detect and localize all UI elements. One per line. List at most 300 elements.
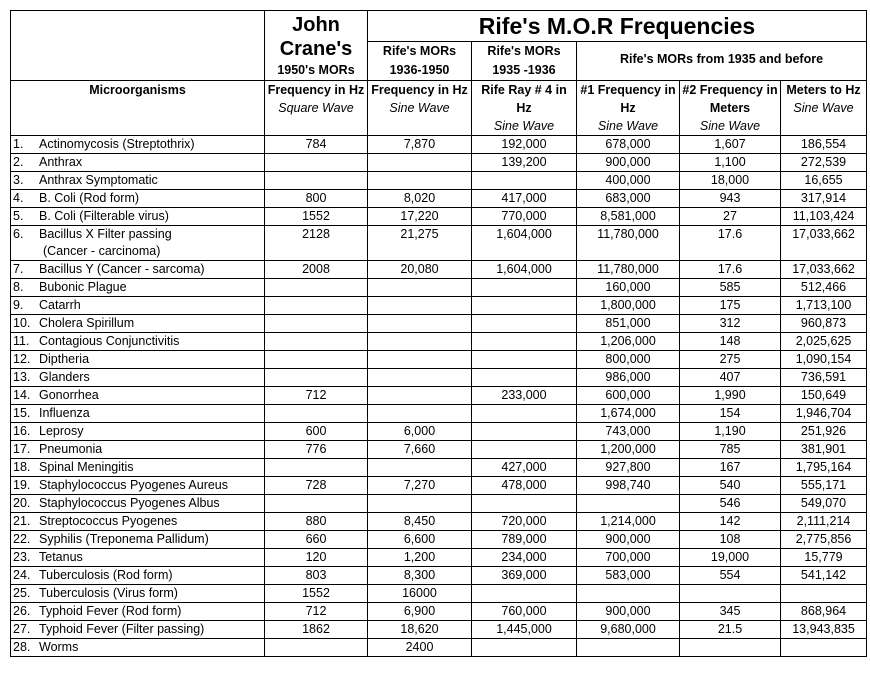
crane-frequency-cell: 776 xyxy=(265,441,368,459)
row-number: 5. xyxy=(13,209,24,223)
frequency-1-cell: 1,674,000 xyxy=(577,405,680,423)
table-row xyxy=(11,351,867,369)
crane-header-line1: John xyxy=(292,14,340,36)
microorganism-name: Catarrh xyxy=(39,298,81,312)
microorganism-cell xyxy=(11,315,265,333)
mor-1936-1950-cell xyxy=(368,369,472,387)
frequency-1-cell: 743,000 xyxy=(577,423,680,441)
frequency-1-cell: 8,581,000 xyxy=(577,208,680,226)
table-row xyxy=(11,154,867,172)
microorganism-cell xyxy=(11,261,265,279)
meters-to-hz-cell: 555,171 xyxy=(781,477,867,495)
frequency-2-meters-cell: 546 xyxy=(680,495,781,513)
crane-header-line3: 1950's MORs xyxy=(277,63,355,77)
table-row xyxy=(11,405,867,423)
frequency-1-cell: 700,000 xyxy=(577,549,680,567)
frequency-2-meters-cell: 585 xyxy=(680,279,781,297)
meters-to-hz-cell: 2,111,214 xyxy=(781,513,867,531)
mor-1936-1950-cell: 1,200 xyxy=(368,549,472,567)
frequency-1-cell: 986,000 xyxy=(577,369,680,387)
table-row xyxy=(11,459,867,477)
meters-to-hz-cell: 186,554 xyxy=(781,136,867,154)
frequency-1-cell: 11,780,000 xyxy=(577,226,680,261)
meters-to-hz-cell: 1,090,154 xyxy=(781,351,867,369)
mor-1936-1950-cell xyxy=(368,387,472,405)
row-number: 25. xyxy=(13,586,31,600)
frequency-1-cell xyxy=(577,495,680,513)
microorganism-cell xyxy=(11,154,265,172)
row-number: 6. xyxy=(13,227,24,241)
microorganism-name: B. Coli (Rod form) xyxy=(39,191,140,205)
mor-1936-1950-cell: 16000 xyxy=(368,585,472,603)
column-header-subtitle: Sine Wave xyxy=(389,101,450,115)
frequency-2-meters-cell: 407 xyxy=(680,369,781,387)
microorganism-name: Glanders xyxy=(39,370,90,384)
frequency-2-meters-cell: 167 xyxy=(680,459,781,477)
frequency-2-meters-cell: 18,000 xyxy=(680,172,781,190)
rife-ray-4-cell xyxy=(472,423,577,441)
rife-ray-4-cell xyxy=(472,315,577,333)
group-header-1935-before: Rife's MORs from 1935 and before xyxy=(577,42,867,81)
meters-to-hz-cell: 251,926 xyxy=(781,423,867,441)
frequency-1-cell: 1,214,000 xyxy=(577,513,680,531)
microorganism-name: Streptococcus Pyogenes xyxy=(39,514,178,528)
microorganism-cell xyxy=(11,567,265,585)
table-row xyxy=(11,190,867,208)
microorganism-cell xyxy=(11,172,265,190)
row-number: 18. xyxy=(13,460,31,474)
frequency-1-cell: 1,206,000 xyxy=(577,333,680,351)
page-title: Rife's M.O.R Frequencies xyxy=(368,11,867,42)
row-number: 12. xyxy=(13,352,31,366)
mor-1936-1950-cell xyxy=(368,315,472,333)
table-row xyxy=(11,315,867,333)
microorganism-cell xyxy=(11,351,265,369)
mor-1936-1950-cell: 2400 xyxy=(368,639,472,657)
microorganism-name: Contagious Conjunctivitis xyxy=(39,334,180,348)
mor-1936-1950-cell: 6,000 xyxy=(368,423,472,441)
title-row xyxy=(11,11,867,42)
crane-frequency-cell: 803 xyxy=(265,567,368,585)
mor-1936-1950-cell: 20,080 xyxy=(368,261,472,279)
meters-to-hz-cell: 2,025,625 xyxy=(781,333,867,351)
microorganism-name: Staphylococcus Pyogenes Aureus xyxy=(39,478,229,492)
crane-frequency-cell: 1552 xyxy=(265,208,368,226)
microorganism-cell xyxy=(11,369,265,387)
crane-frequency-cell: 800 xyxy=(265,190,368,208)
frequency-2-meters-cell: 312 xyxy=(680,315,781,333)
rife-ray-4-cell: 1,445,000 xyxy=(472,621,577,639)
table-row xyxy=(11,531,867,549)
column-header-label: Frequency in Hz xyxy=(371,83,468,97)
rife-ray-4-cell xyxy=(472,639,577,657)
meters-to-hz-cell: 549,070 xyxy=(781,495,867,513)
frequency-2-meters-cell: 175 xyxy=(680,297,781,315)
row-number: 4. xyxy=(13,191,24,205)
crane-frequency-cell: 2128 xyxy=(265,226,368,261)
table-row xyxy=(11,369,867,387)
microorganism-cell xyxy=(11,405,265,423)
row-number: 16. xyxy=(13,424,31,438)
frequency-2-meters-cell: 1,100 xyxy=(680,154,781,172)
frequency-2-meters-cell: 1,990 xyxy=(680,387,781,405)
crane-frequency-cell: 880 xyxy=(265,513,368,531)
group-header-1936-1950-line2: 1936-1950 xyxy=(389,63,450,77)
microorganism-cell xyxy=(11,333,265,351)
rife-ray-4-cell: 233,000 xyxy=(472,387,577,405)
column-header-label: #1 Frequency in Hz xyxy=(580,83,676,115)
row-number: 9. xyxy=(13,298,24,312)
column-header-label: Microorganisms xyxy=(89,83,186,97)
row-number: 19. xyxy=(13,478,31,492)
rife-ray-4-cell xyxy=(472,495,577,513)
frequency-2-meters-cell: 148 xyxy=(680,333,781,351)
microorganism-cell xyxy=(11,477,265,495)
row-number: 24. xyxy=(13,568,31,582)
meters-to-hz-cell: 541,142 xyxy=(781,567,867,585)
meters-to-hz-cell: 736,591 xyxy=(781,369,867,387)
rife-ray-4-cell: 720,000 xyxy=(472,513,577,531)
row-number: 27. xyxy=(13,622,31,636)
frequency-2-meters-cell: 554 xyxy=(680,567,781,585)
table-row xyxy=(11,297,867,315)
frequency-2-meters-cell: 345 xyxy=(680,603,781,621)
table-row xyxy=(11,261,867,279)
frequency-1-cell: 400,000 xyxy=(577,172,680,190)
frequency-1-cell: 11,780,000 xyxy=(577,261,680,279)
crane-frequency-cell xyxy=(265,279,368,297)
table-row xyxy=(11,136,867,154)
group-header-1936-1950 xyxy=(368,42,472,81)
mor-1936-1950-cell xyxy=(368,405,472,423)
column-header-row xyxy=(11,81,867,136)
row-number: 17. xyxy=(13,442,31,456)
frequency-1-cell: 583,000 xyxy=(577,567,680,585)
rife-ray-4-cell: 234,000 xyxy=(472,549,577,567)
mor-1936-1950-cell xyxy=(368,495,472,513)
mor-1936-1950-cell xyxy=(368,172,472,190)
column-header-label: Frequency in Hz xyxy=(267,83,365,97)
column-header-meters-to-hz xyxy=(781,81,867,136)
crane-header xyxy=(265,11,368,81)
frequency-1-cell: 900,000 xyxy=(577,154,680,172)
microorganism-cell xyxy=(11,531,265,549)
frequency-2-meters-cell: 19,000 xyxy=(680,549,781,567)
mor-1936-1950-cell: 6,600 xyxy=(368,531,472,549)
microorganism-cell xyxy=(11,459,265,477)
crane-frequency-cell: 784 xyxy=(265,136,368,154)
table-row xyxy=(11,279,867,297)
column-header-label: Meters to Hz xyxy=(786,83,861,97)
rife-ray-4-cell xyxy=(472,333,577,351)
frequency-1-cell: 800,000 xyxy=(577,351,680,369)
mor-1936-1950-cell: 8,450 xyxy=(368,513,472,531)
frequency-2-meters-cell: 17.6 xyxy=(680,261,781,279)
meters-to-hz-cell: 17,033,662 xyxy=(781,226,867,261)
table-row xyxy=(11,333,867,351)
frequency-1-cell: 9,680,000 xyxy=(577,621,680,639)
microorganism-name: Spinal Meningitis xyxy=(39,460,134,474)
microorganism-name: Influenza xyxy=(39,406,90,420)
row-number: 23. xyxy=(13,550,31,564)
meters-to-hz-cell: 868,964 xyxy=(781,603,867,621)
frequency-1-cell: 927,800 xyxy=(577,459,680,477)
meters-to-hz-cell: 1,713,100 xyxy=(781,297,867,315)
table-row xyxy=(11,477,867,495)
frequency-2-meters-cell xyxy=(680,585,781,603)
microorganism-name: Tetanus xyxy=(39,550,83,564)
rife-ray-4-cell xyxy=(472,405,577,423)
microorganism-name: Diptheria xyxy=(39,352,90,366)
microorganism-cell xyxy=(11,549,265,567)
microorganism-cell xyxy=(11,513,265,531)
row-number: 13. xyxy=(13,370,31,384)
crane-frequency-cell xyxy=(265,351,368,369)
crane-frequency-cell: 712 xyxy=(265,387,368,405)
meters-to-hz-cell: 1,795,164 xyxy=(781,459,867,477)
column-header-subtitle: Sine Wave xyxy=(793,101,854,115)
crane-frequency-cell: 660 xyxy=(265,531,368,549)
column-header-frequency-1 xyxy=(577,81,680,136)
frequency-2-meters-cell: 108 xyxy=(680,531,781,549)
frequency-2-meters-cell: 540 xyxy=(680,477,781,495)
column-header-subtitle: Sine Wave xyxy=(597,119,659,133)
mor-1936-1950-cell xyxy=(368,297,472,315)
microorganism-name: Anthrax xyxy=(39,155,83,169)
column-header-subtitle: Sine Wave xyxy=(699,119,761,133)
frequency-2-meters-cell: 142 xyxy=(680,513,781,531)
column-header-frequency-2 xyxy=(680,81,781,136)
group-header-1935-1936-line1: Rife's MORs xyxy=(487,44,561,58)
crane-header-line2: Crane's xyxy=(279,38,353,60)
microorganism-name: Anthrax Symptomatic xyxy=(39,173,158,187)
mor-1936-1950-cell xyxy=(368,351,472,369)
rife-ray-4-cell: 478,000 xyxy=(472,477,577,495)
row-number: 3. xyxy=(13,173,24,187)
microorganism-name: Bacillus Y (Cancer - sarcoma) xyxy=(39,262,205,276)
frequency-2-meters-cell xyxy=(680,639,781,657)
group-header-1935-1936 xyxy=(472,42,577,81)
rife-ray-4-cell: 139,200 xyxy=(472,154,577,172)
crane-frequency-cell xyxy=(265,639,368,657)
crane-frequency-cell xyxy=(265,459,368,477)
group-header-1935-1936-line2: 1935 -1936 xyxy=(492,63,556,77)
frequency-2-meters-cell: 275 xyxy=(680,351,781,369)
microorganism-cell xyxy=(11,423,265,441)
microorganism-name: Tuberculosis (Virus form) xyxy=(39,586,178,600)
table-row xyxy=(11,621,867,639)
crane-frequency-cell xyxy=(265,315,368,333)
row-number: 20. xyxy=(13,496,31,510)
crane-frequency-cell xyxy=(265,297,368,315)
frequency-2-meters-cell: 27 xyxy=(680,208,781,226)
mor-1936-1950-cell: 8,020 xyxy=(368,190,472,208)
crane-frequency-cell xyxy=(265,154,368,172)
rife-ray-4-cell xyxy=(472,585,577,603)
frequency-1-cell: 600,000 xyxy=(577,387,680,405)
row-number: 21. xyxy=(13,514,31,528)
microorganism-cell xyxy=(11,208,265,226)
row-number: 1. xyxy=(13,137,24,151)
frequency-1-cell: 851,000 xyxy=(577,315,680,333)
meters-to-hz-cell: 272,539 xyxy=(781,154,867,172)
rife-ray-4-cell: 1,604,000 xyxy=(472,226,577,261)
column-header-label: #2 Frequency in Meters xyxy=(682,83,778,115)
rife-ray-4-cell: 1,604,000 xyxy=(472,261,577,279)
rife-ray-4-cell: 417,000 xyxy=(472,190,577,208)
mor-1936-1950-cell: 7,660 xyxy=(368,441,472,459)
frequency-1-cell: 1,200,000 xyxy=(577,441,680,459)
crane-frequency-cell xyxy=(265,172,368,190)
mor-1936-1950-cell: 8,300 xyxy=(368,567,472,585)
frequency-table xyxy=(10,10,867,657)
microorganism-cell xyxy=(11,585,265,603)
row-number: 15. xyxy=(13,406,31,420)
microorganism-name: Worms xyxy=(39,640,79,654)
rife-ray-4-cell xyxy=(472,351,577,369)
microorganism-cell xyxy=(11,387,265,405)
microorganism-name: Typhoid Fever (Filter passing) xyxy=(39,622,205,636)
mor-1936-1950-cell xyxy=(368,333,472,351)
microorganism-name: Gonorrhea xyxy=(39,388,99,402)
meters-to-hz-cell: 17,033,662 xyxy=(781,261,867,279)
crane-frequency-cell: 1552 xyxy=(265,585,368,603)
row-number: 22. xyxy=(13,532,31,546)
crane-frequency-cell: 600 xyxy=(265,423,368,441)
meters-to-hz-cell xyxy=(781,639,867,657)
microorganism-cell xyxy=(11,190,265,208)
frequency-2-meters-cell: 17.6 xyxy=(680,226,781,261)
meters-to-hz-cell: 16,655 xyxy=(781,172,867,190)
table-row xyxy=(11,567,867,585)
frequency-2-meters-cell: 1,607 xyxy=(680,136,781,154)
microorganism-name: B. Coli (Filterable virus) xyxy=(39,209,169,223)
row-number: 10. xyxy=(13,316,31,330)
column-header-rife-ray-4 xyxy=(472,81,577,136)
table-row xyxy=(11,603,867,621)
rife-ray-4-cell: 369,000 xyxy=(472,567,577,585)
table-row xyxy=(11,441,867,459)
frequency-1-cell xyxy=(577,639,680,657)
frequency-2-meters-cell: 785 xyxy=(680,441,781,459)
microorganism-name: Cholera Spirillum xyxy=(39,316,135,330)
microorganism-cell xyxy=(11,621,265,639)
table-row xyxy=(11,423,867,441)
row-number: 11. xyxy=(13,334,30,348)
microorganism-cell xyxy=(11,495,265,513)
rife-ray-4-cell xyxy=(472,279,577,297)
mor-1936-1950-cell xyxy=(368,279,472,297)
frequency-2-meters-cell: 154 xyxy=(680,405,781,423)
column-header-label: Rife Ray # 4 in Hz xyxy=(481,83,567,115)
meters-to-hz-cell: 1,946,704 xyxy=(781,405,867,423)
crane-frequency-cell xyxy=(265,369,368,387)
frequency-1-cell: 1,800,000 xyxy=(577,297,680,315)
crane-frequency-cell: 2008 xyxy=(265,261,368,279)
rife-ray-4-cell: 770,000 xyxy=(472,208,577,226)
microorganism-name: Pneumonia xyxy=(39,442,103,456)
column-header-subtitle: Square Wave xyxy=(278,101,354,115)
rife-ray-4-cell: 192,000 xyxy=(472,136,577,154)
microorganism-name: Staphylococcus Pyogenes Albus xyxy=(39,496,220,510)
column-header-crane-frequency xyxy=(265,81,368,136)
crane-frequency-cell: 120 xyxy=(265,549,368,567)
mor-1936-1950-cell: 7,270 xyxy=(368,477,472,495)
mor-1936-1950-cell xyxy=(368,154,472,172)
microorganism-name-line2: (Cancer - carcinoma) xyxy=(43,244,161,258)
blank-corner-cell xyxy=(11,11,265,81)
meters-to-hz-cell: 2,775,856 xyxy=(781,531,867,549)
frequency-1-cell: 160,000 xyxy=(577,279,680,297)
microorganism-name: Bubonic Plague xyxy=(39,280,127,294)
crane-frequency-cell xyxy=(265,495,368,513)
rife-ray-4-cell xyxy=(472,172,577,190)
frequency-2-meters-cell: 1,190 xyxy=(680,423,781,441)
table-row xyxy=(11,226,867,261)
meters-to-hz-cell: 960,873 xyxy=(781,315,867,333)
microorganism-name: Typhoid Fever (Rod form) xyxy=(39,604,182,618)
rife-ray-4-cell xyxy=(472,369,577,387)
frequency-1-cell: 900,000 xyxy=(577,531,680,549)
column-header-1936-frequency xyxy=(368,81,472,136)
table-row xyxy=(11,513,867,531)
meters-to-hz-cell: 11,103,424 xyxy=(781,208,867,226)
table-row xyxy=(11,172,867,190)
table-row xyxy=(11,208,867,226)
frequency-2-meters-cell: 21.5 xyxy=(680,621,781,639)
mor-1936-1950-cell: 18,620 xyxy=(368,621,472,639)
row-number: 26. xyxy=(13,604,31,618)
table-row xyxy=(11,495,867,513)
microorganism-name: Tuberculosis (Rod form) xyxy=(39,568,173,582)
row-number: 8. xyxy=(13,280,24,294)
row-number: 28. xyxy=(13,640,31,654)
rife-ray-4-cell: 760,000 xyxy=(472,603,577,621)
meters-to-hz-cell: 381,901 xyxy=(781,441,867,459)
meters-to-hz-cell xyxy=(781,585,867,603)
crane-frequency-cell xyxy=(265,333,368,351)
group-header-1936-1950-line1: Rife's MORs xyxy=(382,44,457,58)
crane-frequency-cell: 712 xyxy=(265,603,368,621)
frequency-1-cell: 678,000 xyxy=(577,136,680,154)
column-header-subtitle: Sine Wave xyxy=(493,119,555,133)
mor-1936-1950-cell: 7,870 xyxy=(368,136,472,154)
microorganism-cell xyxy=(11,279,265,297)
rife-ray-4-cell xyxy=(472,297,577,315)
microorganism-cell xyxy=(11,441,265,459)
meters-to-hz-cell: 317,914 xyxy=(781,190,867,208)
row-number: 14. xyxy=(13,388,31,402)
row-number: 7. xyxy=(13,262,24,276)
mor-1936-1950-cell: 6,900 xyxy=(368,603,472,621)
microorganism-cell xyxy=(11,639,265,657)
microorganism-name: Actinomycosis (Streptothrix) xyxy=(39,137,195,151)
rife-ray-4-cell: 427,000 xyxy=(472,459,577,477)
microorganism-cell xyxy=(11,603,265,621)
table-row xyxy=(11,387,867,405)
column-header-microorganisms xyxy=(11,81,265,136)
frequency-1-cell: 683,000 xyxy=(577,190,680,208)
frequency-2-meters-cell: 943 xyxy=(680,190,781,208)
rife-ray-4-cell: 789,000 xyxy=(472,531,577,549)
mor-1936-1950-cell: 17,220 xyxy=(368,208,472,226)
meters-to-hz-cell: 13,943,835 xyxy=(781,621,867,639)
table-row xyxy=(11,549,867,567)
table-row xyxy=(11,585,867,603)
frequency-1-cell: 900,000 xyxy=(577,603,680,621)
mor-1936-1950-cell: 21,275 xyxy=(368,226,472,261)
row-number: 2. xyxy=(13,155,24,169)
